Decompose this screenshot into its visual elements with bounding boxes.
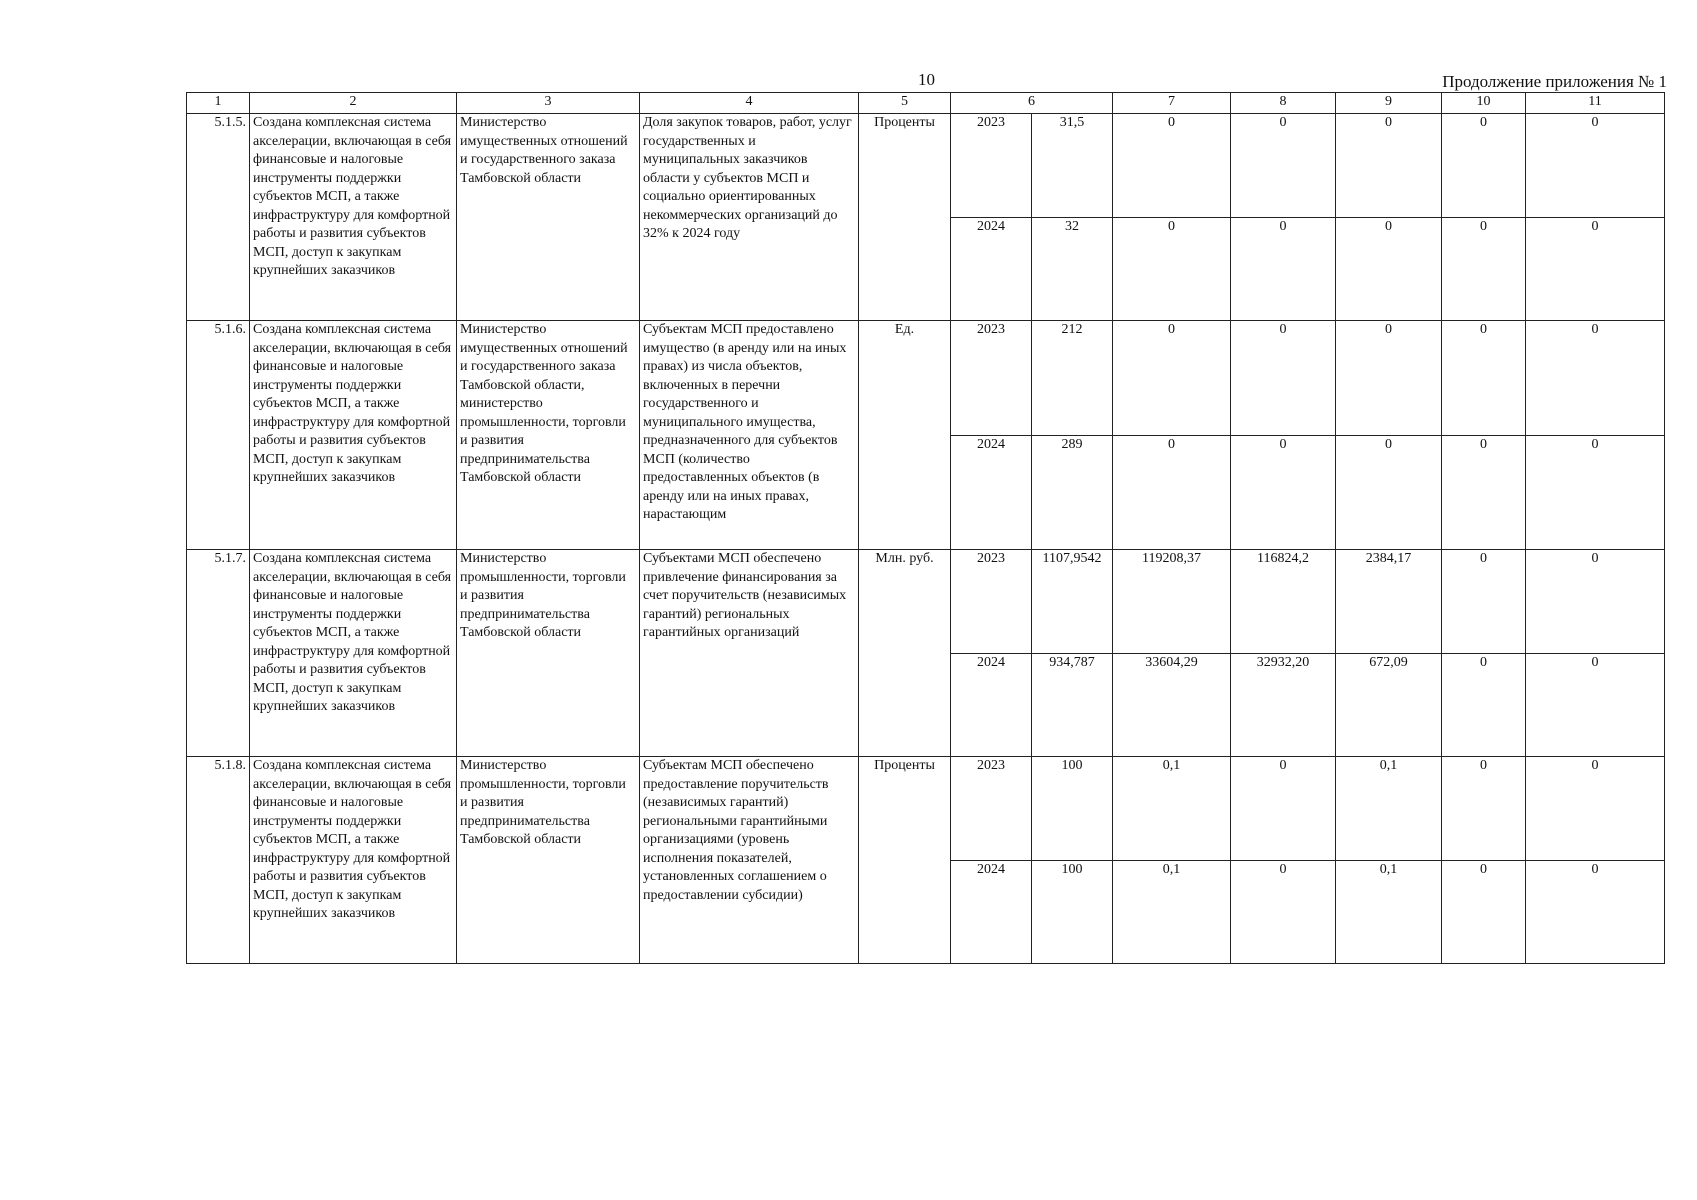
value-cell: 119208,37 bbox=[1113, 550, 1231, 654]
value-cell: 0 bbox=[1526, 435, 1665, 550]
year-cell: 2024 bbox=[951, 217, 1032, 321]
header-cell: 6 bbox=[951, 93, 1113, 114]
value-cell: 0 bbox=[1442, 435, 1526, 550]
table-row bbox=[187, 321, 1665, 436]
indicator-cell: Субъектам МСП предоставлено имущество (в аренду или на иных правах) из числа объектов, включенных в перечни государственного и муниципального имущества, предназначенного для субъектов МСП (количество предоставленных объектов (в аренду или на иных правах, нарастающим bbox=[640, 321, 859, 550]
responsible-cell: Министерство промышленности, торговли и развития предпринимательства Тамбовской области bbox=[457, 757, 640, 964]
year-cell: 2023 bbox=[951, 321, 1032, 436]
header-cell: 1 bbox=[187, 93, 250, 114]
indicator-cell: Субъектами МСП обеспечено привлечение финансирования за счет поручительств (независимых гарантий) региональных гарантийных организаций bbox=[640, 550, 859, 757]
row-number: 5.1.7. bbox=[187, 550, 250, 757]
indicator-cell: Доля закупок товаров, работ, услуг государственных и муниципальных заказчиков области у субъектов МСП и социально ориентированных некоммерческих организаций до 32% к 2024 году bbox=[640, 114, 859, 321]
value-cell: 0 bbox=[1526, 653, 1665, 757]
value-cell: 0 bbox=[1526, 114, 1665, 218]
result-cell: Создана комплексная система акселерации, включающая в себя финансовые и налоговые инструменты поддержки субъектов МСП, а также инфраструктуру для комфортной работы и развития субъектов МСП, доступ к закупкам крупнейших заказчиков bbox=[250, 550, 457, 757]
value-cell: 0,1 bbox=[1336, 860, 1442, 964]
value-cell: 672,09 bbox=[1336, 653, 1442, 757]
continuation-label: Продолжение приложения № 1 bbox=[1442, 72, 1667, 91]
year-cell: 2024 bbox=[951, 653, 1032, 757]
value-cell: 0 bbox=[1113, 114, 1231, 218]
unit-cell: Проценты bbox=[859, 757, 951, 964]
value-cell: 116824,2 bbox=[1231, 550, 1336, 654]
responsible-cell: Министерство имущественных отношений и государственного заказа Тамбовской области bbox=[457, 114, 640, 321]
indicators-table bbox=[186, 92, 1665, 964]
header-cell: 10 bbox=[1442, 93, 1526, 114]
responsible-cell: Министерство имущественных отношений и государственного заказа Тамбовской области, министерство промышленности, торговли и развития предпринимательства Тамбовской области bbox=[457, 321, 640, 550]
header-cell: 11 bbox=[1526, 93, 1665, 114]
value-cell: 0 bbox=[1526, 550, 1665, 654]
header-cell: 2 bbox=[250, 93, 457, 114]
value-cell: 0 bbox=[1526, 757, 1665, 861]
value-cell: 100 bbox=[1032, 757, 1113, 861]
year-cell: 2023 bbox=[951, 757, 1032, 861]
year-cell: 2023 bbox=[951, 114, 1032, 218]
value-cell: 31,5 bbox=[1032, 114, 1113, 218]
value-cell: 0 bbox=[1231, 114, 1336, 218]
result-cell: Создана комплексная система акселерации, включающая в себя финансовые и налоговые инструменты поддержки субъектов МСП, а также инфраструктуру для комфортной работы и развития субъектов МСП, доступ к закупкам крупнейших заказчиков bbox=[250, 757, 457, 964]
year-cell: 2024 bbox=[951, 435, 1032, 550]
indicator-cell: Субъектам МСП обеспечено предоставление поручительств (независимых гарантий) региональными гарантийными организациями (уровень исполнения показателей, установленных соглашением о предоставлении субсидии) bbox=[640, 757, 859, 964]
value-cell: 289 bbox=[1032, 435, 1113, 550]
header-cell: 7 bbox=[1113, 93, 1231, 114]
row-number: 5.1.5. bbox=[187, 114, 250, 321]
value-cell: 0 bbox=[1231, 435, 1336, 550]
value-cell: 934,787 bbox=[1032, 653, 1113, 757]
value-cell: 2384,17 bbox=[1336, 550, 1442, 654]
value-cell: 0 bbox=[1336, 321, 1442, 436]
value-cell: 0 bbox=[1442, 321, 1526, 436]
value-cell: 0,1 bbox=[1113, 860, 1231, 964]
year-cell: 2024 bbox=[951, 860, 1032, 964]
page-number: 10 bbox=[918, 70, 935, 89]
value-cell: 1107,9542 bbox=[1032, 550, 1113, 654]
value-cell: 100 bbox=[1032, 860, 1113, 964]
value-cell: 0 bbox=[1442, 550, 1526, 654]
table-row bbox=[187, 114, 1665, 218]
value-cell: 0 bbox=[1113, 435, 1231, 550]
value-cell: 0 bbox=[1442, 217, 1526, 321]
row-number: 5.1.6. bbox=[187, 321, 250, 550]
value-cell: 33604,29 bbox=[1113, 653, 1231, 757]
value-cell: 0 bbox=[1336, 114, 1442, 218]
value-cell: 0 bbox=[1231, 860, 1336, 964]
value-cell: 0,1 bbox=[1336, 757, 1442, 861]
value-cell: 0 bbox=[1231, 757, 1336, 861]
value-cell: 0 bbox=[1231, 321, 1336, 436]
header-cell: 9 bbox=[1336, 93, 1442, 114]
year-cell: 2023 bbox=[951, 550, 1032, 654]
value-cell: 0 bbox=[1113, 217, 1231, 321]
value-cell: 0 bbox=[1231, 217, 1336, 321]
row-number: 5.1.8. bbox=[187, 757, 250, 964]
table-row bbox=[187, 550, 1665, 654]
value-cell: 32932,20 bbox=[1231, 653, 1336, 757]
header-cell: 3 bbox=[457, 93, 640, 114]
value-cell: 0 bbox=[1442, 653, 1526, 757]
value-cell: 0 bbox=[1526, 860, 1665, 964]
header-cell: 8 bbox=[1231, 93, 1336, 114]
unit-cell: Проценты bbox=[859, 114, 951, 321]
value-cell: 0 bbox=[1336, 435, 1442, 550]
unit-cell: Ед. bbox=[859, 321, 951, 550]
value-cell: 0 bbox=[1442, 860, 1526, 964]
header-row bbox=[187, 93, 1665, 114]
value-cell: 0 bbox=[1526, 321, 1665, 436]
value-cell: 0 bbox=[1113, 321, 1231, 436]
value-cell: 212 bbox=[1032, 321, 1113, 436]
value-cell: 32 bbox=[1032, 217, 1113, 321]
value-cell: 0 bbox=[1336, 217, 1442, 321]
table-row bbox=[187, 757, 1665, 861]
unit-cell: Млн. руб. bbox=[859, 550, 951, 757]
value-cell: 0 bbox=[1442, 114, 1526, 218]
value-cell: 0 bbox=[1526, 217, 1665, 321]
header-cell: 4 bbox=[640, 93, 859, 114]
result-cell: Создана комплексная система акселерации, включающая в себя финансовые и налоговые инструменты поддержки субъектов МСП, а также инфраструктуру для комфортной работы и развития субъектов МСП, доступ к закупкам крупнейших заказчиков bbox=[250, 114, 457, 321]
value-cell: 0 bbox=[1442, 757, 1526, 861]
header-cell: 5 bbox=[859, 93, 951, 114]
value-cell: 0,1 bbox=[1113, 757, 1231, 861]
result-cell: Создана комплексная система акселерации, включающая в себя финансовые и налоговые инструменты поддержки субъектов МСП, а также инфраструктуру для комфортной работы и развития субъектов МСП, доступ к закупкам крупнейших заказчиков bbox=[250, 321, 457, 550]
responsible-cell: Министерство промышленности, торговли и развития предпринимательства Тамбовской области bbox=[457, 550, 640, 757]
